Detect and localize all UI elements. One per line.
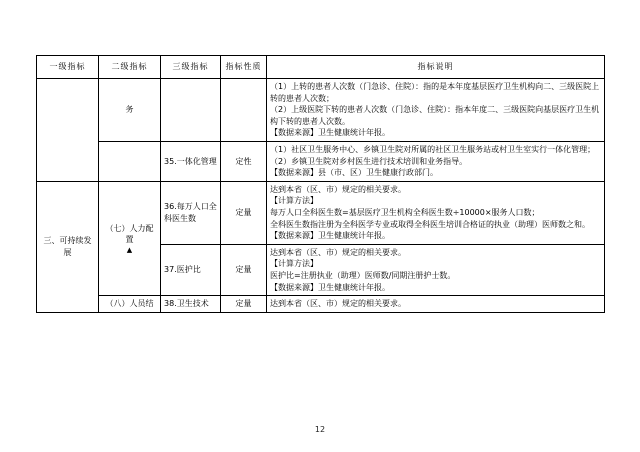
table-row xyxy=(37,181,605,244)
level1-cell: 三、可持续发展 xyxy=(37,181,99,312)
column-header-level3: 三级指标 xyxy=(161,56,221,79)
table-header xyxy=(37,56,605,79)
level3-cell xyxy=(161,79,221,142)
description-cell xyxy=(267,244,605,295)
triangle-icon: ▲ xyxy=(126,246,133,255)
description-line: 【数据来源】县（市、区）卫生健康行政部门。 xyxy=(270,168,438,178)
description-line: 达到本省（区、市）规定的相关要求。 xyxy=(270,184,406,194)
level2-cell xyxy=(99,141,161,181)
description-line: 【计算方法】 xyxy=(270,196,318,206)
description-line: （2）乡镇卫生院对乡村医生进行技术培训和业务指导。 xyxy=(270,156,468,166)
description-line: 每万人口全科医生数=基层医疗卫生机构全科医生数÷10000×服务人口数； xyxy=(270,207,540,217)
description-cell xyxy=(267,296,605,313)
description-line: 全科医生数指注册为全科医学专业或取得全科医生培训合格证的执业（助理）医师数之和。 xyxy=(270,219,590,229)
nature-cell: 定量 xyxy=(221,296,267,313)
table-header-row xyxy=(37,56,605,79)
description-line: 达到本省（区、市）规定的相关要求。 xyxy=(270,247,406,257)
level3-cell: 37.医护比 xyxy=(161,244,221,295)
description-line: 医护比=注册执业（助理）医师数/同期注册护士数。 xyxy=(270,270,456,280)
nature-cell xyxy=(221,79,267,142)
description-line: （2）上级医院下转的患者人次数（门急诊、住院）：指本年度二、三级医院向基层医疗卫生机构下转的患者人次数。 xyxy=(270,105,600,126)
description-line: （1）上转的患者人次数（门急诊、住院）：指的是本年度基层医疗卫生机构向二、三级医院上转的患者人次数； xyxy=(270,82,600,103)
description-cell xyxy=(267,141,605,181)
description-line: 达到本省（区、市）规定的相关要求。 xyxy=(270,299,406,309)
level3-cell: 35.一体化管理 xyxy=(161,141,221,181)
description-line: （1）社区卫生服务中心、乡镇卫生院对所属的社区卫生服务站或村卫生室实行一体化管理； xyxy=(270,144,596,154)
level2-cell: 务 xyxy=(99,79,161,142)
nature-cell: 定量 xyxy=(221,244,267,295)
level2-label: （七）人力配置 xyxy=(105,223,154,245)
level2-cell xyxy=(99,181,161,295)
page-number: 12 xyxy=(314,425,326,434)
nature-cell: 定量 xyxy=(221,181,267,244)
description-line: 【数据来源】卫生健康统计年报。 xyxy=(270,282,390,292)
description-line: 【数据来源】卫生健康统计年报。 xyxy=(270,128,390,138)
column-header-nature: 指标性质 xyxy=(221,56,267,79)
description-cell xyxy=(267,181,605,244)
table-row xyxy=(37,296,605,313)
column-header-description: 指标说明 xyxy=(267,56,605,79)
indicator-table xyxy=(36,55,605,313)
table-row xyxy=(37,79,605,142)
column-header-level2: 二级指标 xyxy=(99,56,161,79)
table-body xyxy=(37,79,605,313)
table-row xyxy=(37,141,605,181)
level1-cell-empty xyxy=(37,79,99,182)
description-cell xyxy=(267,79,605,142)
description-line: 【计算方法】 xyxy=(270,259,318,269)
level2-cell: （八）人员结 xyxy=(99,296,161,313)
description-line: 【数据来源】卫生健康统计年报。 xyxy=(270,231,390,241)
level3-cell: 36.每万人口全科医生数 xyxy=(161,181,221,244)
level3-cell: 38.卫生技术 xyxy=(161,296,221,313)
column-header-level1: 一级指标 xyxy=(37,56,99,79)
nature-cell: 定性 xyxy=(221,141,267,181)
